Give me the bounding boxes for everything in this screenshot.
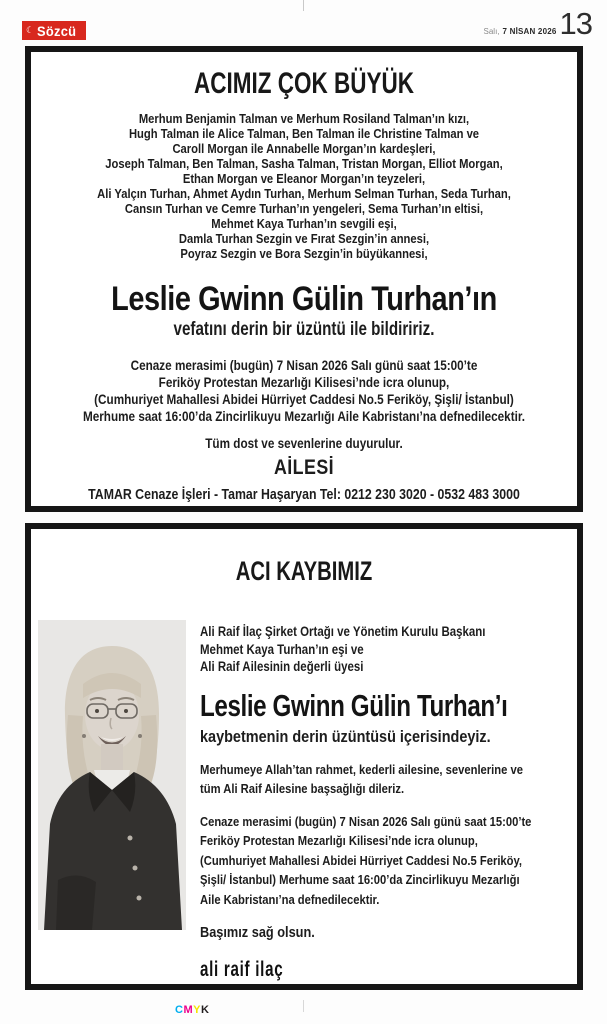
funeral-line: Aile Kabristanı’na defnedilecektir. (200, 891, 380, 907)
funeral-line: Merhume saat 16:00’da Zincirlikuyu Mezarlığı Aile Kabristanı’na defnedilecektir. (82, 409, 526, 424)
intro-lines (200, 623, 580, 676)
funeral-line: Şişli/ İstanbul) Merhume saat 16:00’da Zincirlikuyu Mezarlığı (200, 872, 520, 887)
relatives-line: Hugh Talman ile Alice Talman, Ben Talman ile Christine Talman ve (128, 126, 480, 141)
notice2-text-column (200, 623, 580, 982)
relatives-list (31, 111, 577, 261)
funeral-line: (Cumhuriyet Mahallesi Abidei Hürriyet Caddesi No.5 Feriköy, (200, 852, 523, 868)
notice1-title: ACIMIZ ÇOK BÜYÜK (193, 67, 414, 100)
deceased-name: Leslie Gwinn Gülin Turhan’ın (111, 280, 497, 318)
condolence-line: Merhumeye Allah’tan rahmet, kederli ailesine, sevenlerine ve (200, 761, 523, 777)
dateline (483, 6, 592, 41)
registration-mark-top (303, 0, 304, 11)
funeral-line: Feriköy Protestan Mezarlığı Kilisesi’nde icra olunup, (200, 833, 478, 848)
relatives-line: Damla Turhan Sezgin ve Fırat Sezgin’in annesi, (178, 231, 430, 246)
relatives-line: Poyraz Sezgin ve Bora Sezgin’in büyükannesi, (180, 246, 428, 261)
announcement-text: vefatını derin bir üzüntü ile bildiririz. (173, 319, 435, 340)
ali-raif-ilac-logo: ali raif ilaç (200, 958, 284, 981)
condolence-line: tüm Ali Raif Ailesine başsağlığı dileriz. (200, 781, 405, 796)
closing-text: Tüm dost ve sevenlerine duyurulur. (205, 436, 403, 451)
notice2-title: ACI KAYBIMIZ (235, 556, 373, 586)
condolence-paragraph (200, 760, 580, 799)
intro-line: Ali Raif İlaç Şirket Ortağı ve Yönetim Kurulu Başkanı (200, 624, 486, 639)
cmyk-print-mark (175, 1004, 209, 1016)
intro-line: Ali Raif Ailesinin değerli üyesi (200, 659, 364, 674)
page-number: 13 (559, 6, 592, 41)
yellow-mark: Y (193, 1004, 201, 1016)
signature-family: AİLESİ (273, 456, 335, 479)
logo-text: Sözcü (37, 22, 77, 39)
funeral-line: Cenaze merasimi (bugün) 7 Nisan 2026 Salı günü saat 15:00’te (200, 813, 532, 829)
obituary-notice-family (25, 46, 583, 512)
intro-line: Mehmet Kaya Turhan’ın eşi ve (200, 641, 364, 657)
funeral-line: Feriköy Protestan Mezarlığı Kilisesi’nde icra olunup, (158, 375, 450, 390)
funeral-line: (Cumhuriyet Mahallesi Abidei Hürriyet Caddesi No.5 Feriköy, Şişli/ İstanbul) (94, 392, 514, 407)
funeral-details (31, 357, 577, 425)
sozcu-logo (22, 21, 86, 40)
cyan-mark: C (175, 1004, 184, 1016)
funeral-line: Cenaze merasimi (bugün) 7 Nisan 2026 Salı günü saat 15:00’te (130, 358, 478, 373)
deceased-name: Leslie Gwinn Gülin Turhan’ı (200, 687, 508, 723)
date-text: 7 NİSAN 2026 (502, 27, 557, 36)
relatives-line: Caroll Morgan ile Annabelle Morgan’ın kardeşleri, (172, 141, 436, 156)
portrait-photo (38, 620, 186, 930)
relatives-line: Cansın Turhan ve Cemre Turhan’ın yengeleri, Sema Turhan’ın eltisi, (124, 201, 484, 216)
funeral-home-contact: TAMAR Cenaze İşleri - Tamar Haşaryan Tel: 0212 230 3020 - 0532 483 3000 (88, 487, 520, 503)
turkish-flag-icon: ☾ (26, 25, 35, 35)
funeral-paragraph (200, 812, 580, 910)
magenta-mark: M (183, 1004, 194, 1016)
relatives-line: Merhum Benjamin Talman ve Merhum Rosiland Talman’ın kızı, (138, 111, 470, 126)
closing-text: Başımız sağ olsun. (200, 924, 315, 941)
black-mark: K (200, 1004, 210, 1016)
relatives-line: Mehmet Kaya Turhan’ın sevgili eşi, (211, 216, 397, 231)
relatives-line: Ali Yalçın Turhan, Ahmet Aydın Turhan, Merhum Selman Turhan, Seda Turhan, (97, 186, 511, 201)
relatives-line: Joseph Talman, Ben Talman, Sasha Talman, Tristan Morgan, Elliot Morgan, (105, 156, 503, 171)
subtitle-text: kaybetmenin derin üzüntüsü içerisindeyiz. (200, 726, 491, 746)
registration-mark-bottom (303, 1000, 304, 1012)
condolence-notice-aliraif (25, 523, 583, 990)
relatives-line: Ethan Morgan ve Eleanor Morgan’ın teyzeleri, (182, 171, 426, 186)
date-day: Salı, (483, 27, 500, 36)
portrait-illustration (38, 620, 186, 930)
